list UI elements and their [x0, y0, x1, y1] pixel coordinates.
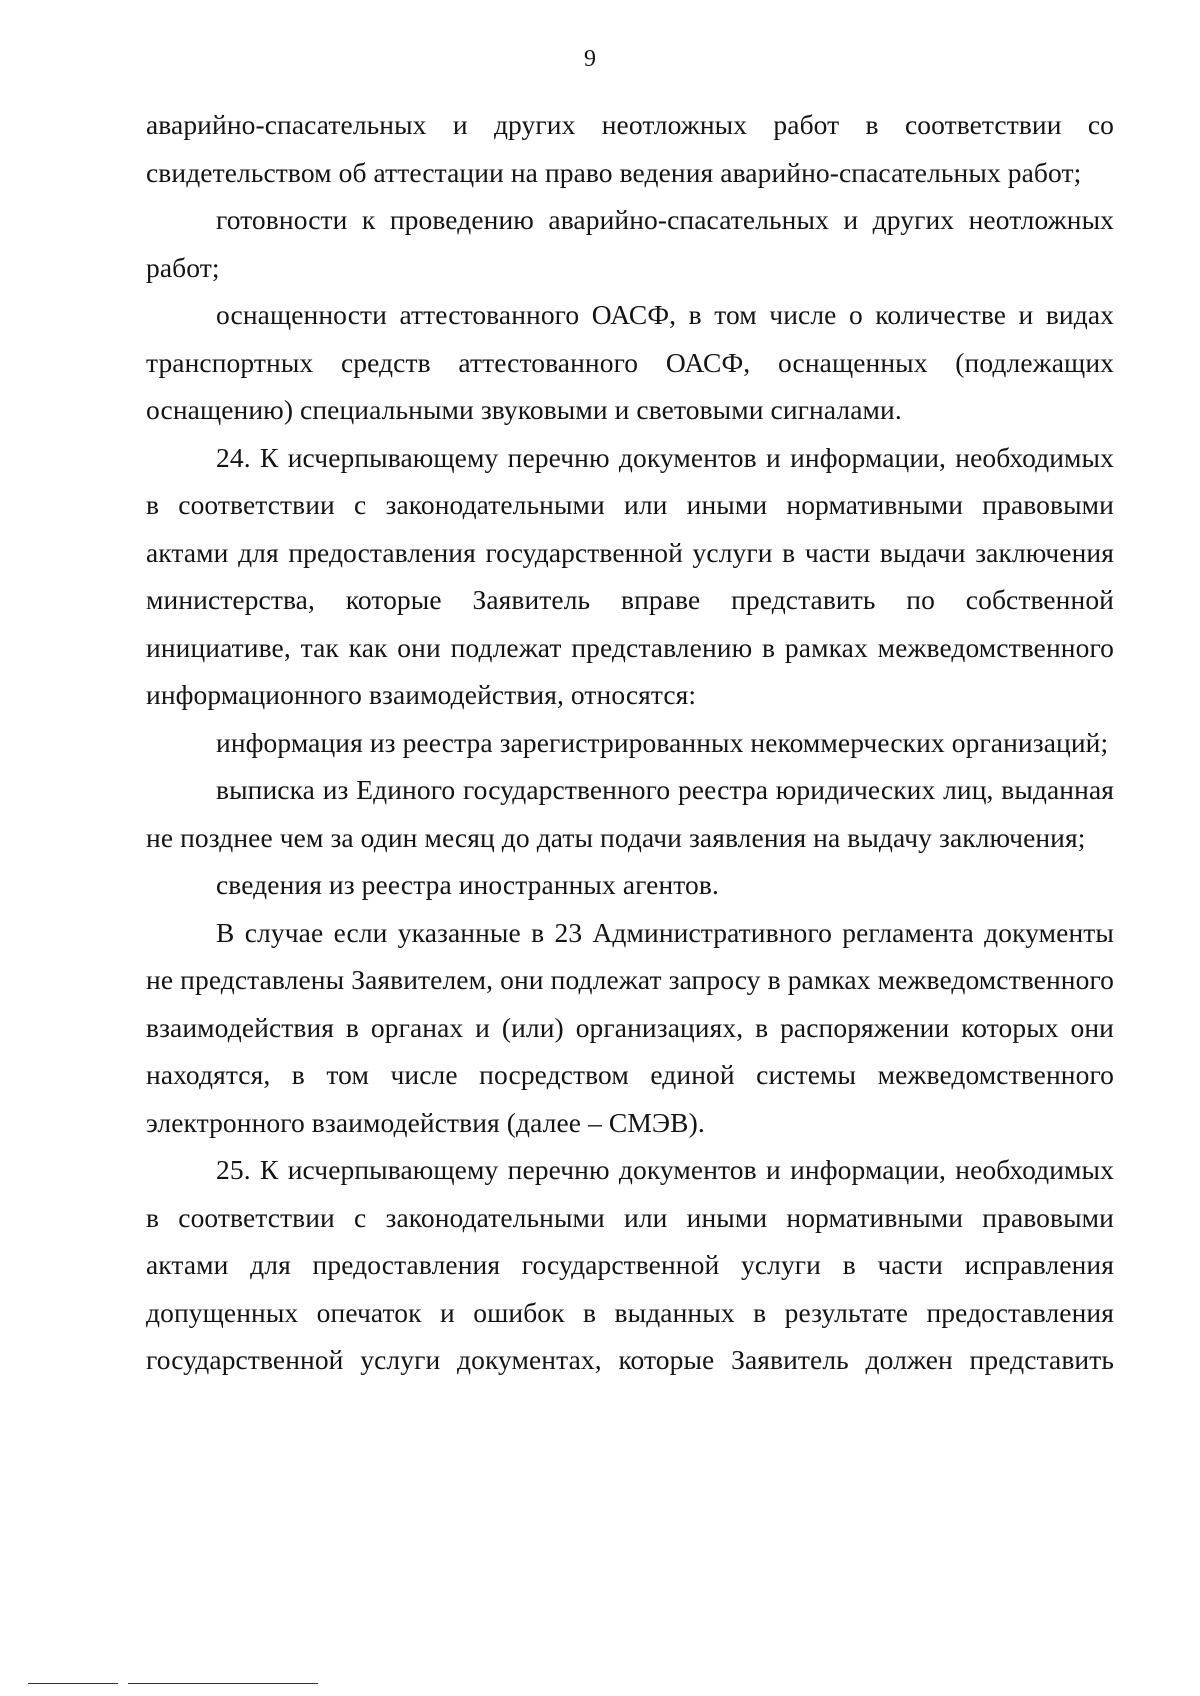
footer-divider-line: [28, 1683, 118, 1684]
paragraph-continuation: аварийно-спасательных и других неотложных работ в соответствии со свидетельством об аттестации на право ведения аварийно-спасательных работ;: [146, 109, 1114, 188]
document-body: [146, 101, 1114, 1384]
paragraph-item-24: 24. К исчерпывающему перечню документов и информации, необходимых в соответствии с законодательными или иными нормативными правовыми актами для предоставления государственной услуги в части выдачи заключения министерства, которые Заявитель вправе представить по собственной инициативе, так как они подлежат представлению в рамках межведомственного информационного взаимодействия, относятся:: [146, 441, 1114, 710]
paragraph-item-25: 25. К исчерпывающему перечню документов и информации, необходимых в соответствии с законодательными или иными нормативными правовыми актами для предоставления государственной услуги в части исправления допущенных опечаток и ошибок в выданных в результате предоставления государственной услуги документах, которые Заявитель должен представить: [146, 1154, 1114, 1375]
paragraph-equipment: оснащенности аттестованного ОАСФ, в том числе о количестве и видах транспортных средств аттестованного ОАСФ, оснащенных (подлежащих оснащению) специальными звуковыми и световыми сигналами.: [146, 299, 1114, 425]
footer-divider-line: [128, 1683, 318, 1684]
paragraph-foreign-agents: сведения из реестра иностранных агентов.: [216, 869, 719, 900]
page-number: 9: [584, 46, 596, 72]
paragraph-extract: выписка из Единого государственного реестра юридических лиц, выданная не позднее чем за один месяц до даты подачи заявления на выдачу заключения;: [146, 774, 1114, 853]
paragraph-readiness: готовности к проведению аварийно-спасательных и других неотложных работ;: [146, 204, 1114, 283]
paragraph-smev: В случае если указанные в 23 Административного регламента документы не представлены Заявителем, они подлежат запросу в рамках межведомственного взаимодействия в органах и (или) организациях, в распоряжении которых они находятся, в том числе посредством единой системы межведомственного электронного взаимодействия (далее – СМЭВ).: [146, 916, 1114, 1138]
paragraph-registry-info: информация из реестра зарегистрированных некоммерческих организаций;: [216, 726, 1109, 758]
